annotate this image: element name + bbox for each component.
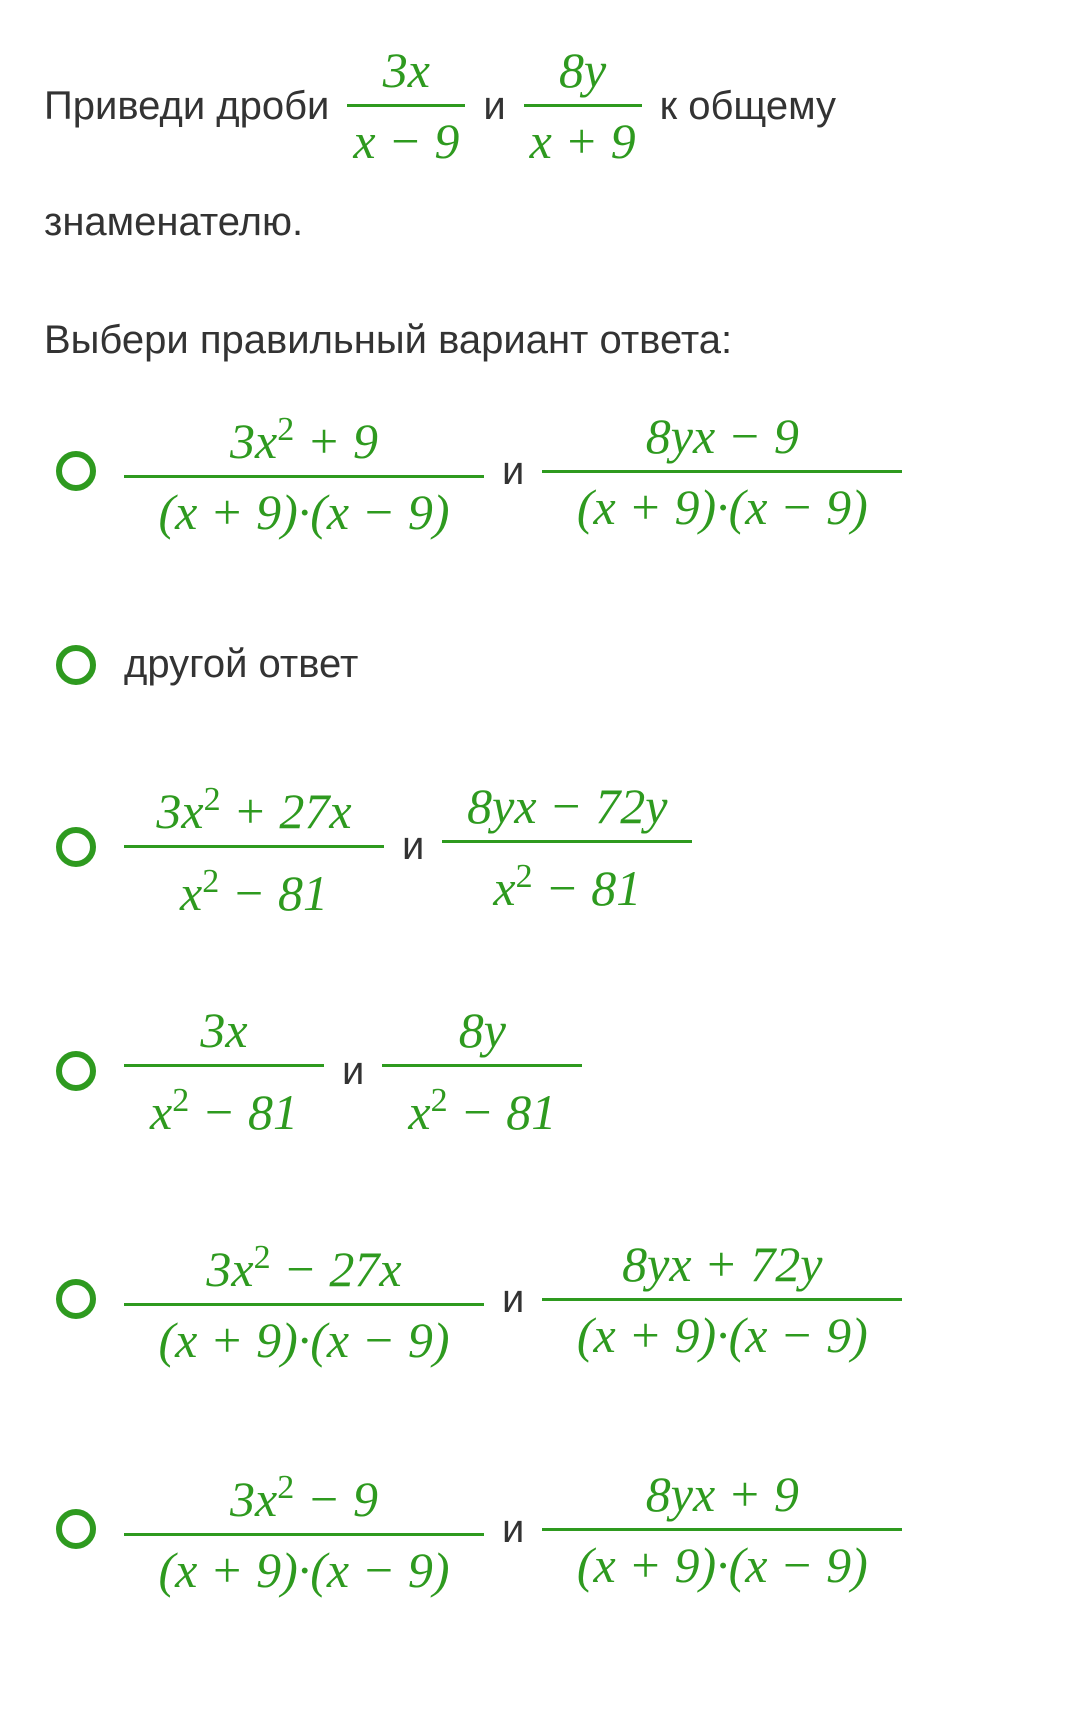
conj-label: и bbox=[502, 448, 525, 493]
option-6-fraction-a: $\frac{3x^2 - 9}{(x + 9)\cdot(x - 9)}$ bbox=[124, 1458, 484, 1600]
question-conj: и bbox=[483, 83, 506, 128]
radio-button[interactable] bbox=[56, 645, 96, 685]
option-6-fraction-b: $\frac{8yx + 9}{(x + 9)\cdot(x - 9)}$ bbox=[542, 1464, 902, 1595]
question-prefix: Приведи дроби bbox=[44, 83, 330, 128]
instruction-text: Выбери правильный вариант ответа: bbox=[44, 318, 733, 362]
answer-option-3[interactable] bbox=[56, 770, 692, 923]
answer-option-4[interactable] bbox=[56, 1000, 582, 1142]
radio-button[interactable] bbox=[56, 451, 96, 491]
fraction-3x-over-x-minus-9: $\frac{3x}{x - 9}$ bbox=[347, 40, 465, 171]
question-suffix: к общему bbox=[659, 83, 837, 128]
option-4-fraction-a: $\frac{3x}{x^2 - 81}$ bbox=[124, 1000, 324, 1142]
radio-button[interactable] bbox=[56, 1509, 96, 1549]
question-text bbox=[44, 40, 1044, 259]
option-3-fraction-a: $\frac{3x^2 + 27x}{x^2 - 81}$ bbox=[124, 770, 384, 923]
question-suffix-line2: знаменателю. bbox=[44, 200, 304, 244]
option-3-fraction-b: $\frac{8yx - 72y}{x^2 - 81}$ bbox=[442, 776, 692, 918]
conj-label: и bbox=[402, 824, 425, 868]
conj-label: и bbox=[502, 1276, 525, 1321]
radio-button[interactable] bbox=[56, 827, 96, 867]
radio-button[interactable] bbox=[56, 1279, 96, 1319]
answer-option-2[interactable] bbox=[56, 642, 358, 687]
option-4-fraction-b: $\frac{8y}{x^2 - 81}$ bbox=[382, 1000, 582, 1142]
conj-label: и bbox=[342, 1048, 365, 1093]
option-1-fraction-b: $\frac{8yx - 9}{(x + 9)\cdot(x - 9)}$ bbox=[542, 406, 902, 537]
radio-button[interactable] bbox=[56, 1051, 96, 1091]
answer-option-1[interactable] bbox=[56, 400, 902, 542]
option-1-fraction-a: $\frac{3x^2 + 9}{(x + 9)\cdot(x - 9)}$ bbox=[124, 400, 484, 542]
option-5-fraction-a: $\frac{3x^2 - 27x}{(x + 9)\cdot(x - 9)}$ bbox=[124, 1228, 484, 1370]
answer-option-5[interactable] bbox=[56, 1228, 902, 1370]
other-answer-label: другой ответ bbox=[124, 642, 359, 686]
conj-label: и bbox=[502, 1506, 525, 1551]
answer-option-6[interactable] bbox=[56, 1458, 902, 1600]
option-5-fraction-b: $\frac{8yx + 72y}{(x + 9)\cdot(x - 9)}$ bbox=[542, 1234, 902, 1365]
fraction-8y-over-x-plus-9: $\frac{8y}{x + 9}$ bbox=[524, 40, 642, 171]
